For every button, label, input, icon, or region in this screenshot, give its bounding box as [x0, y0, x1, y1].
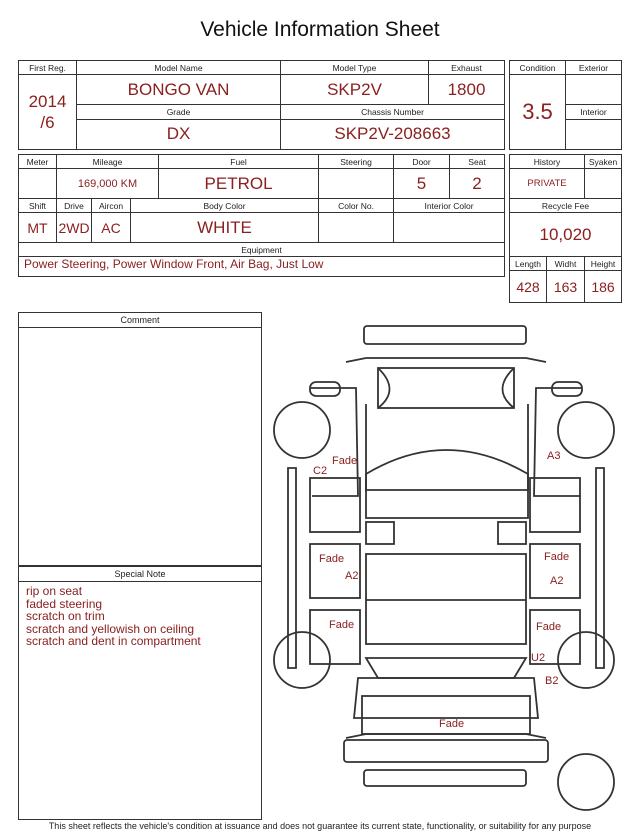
- damage-mark: U2: [531, 652, 546, 664]
- body-color-label: Body Color: [131, 199, 319, 213]
- chassis-label: Chassis Number: [281, 105, 505, 119]
- sheet-title: Vehicle Information Sheet: [200, 18, 440, 41]
- seat-count: 2: [450, 169, 505, 199]
- damage-mark: Fade: [536, 621, 562, 633]
- interior-value: [566, 119, 622, 149]
- vehicle-damage-diagram: [266, 318, 626, 818]
- mileage: 169,000 KM: [57, 169, 159, 199]
- first-reg-label: First Reg.: [19, 61, 77, 75]
- drive: 2WD: [57, 213, 92, 243]
- steering-label: Steering: [319, 155, 394, 169]
- exhaust: 1800: [429, 75, 505, 105]
- fuel-label: Fuel: [159, 155, 319, 169]
- damage-mark: C2: [313, 465, 328, 477]
- history-value: PRIVATE: [510, 169, 585, 199]
- damage-mark: Fade: [544, 551, 570, 563]
- aircon: AC: [92, 213, 131, 243]
- special-note-list: [19, 582, 261, 651]
- special-note-line: rip on seat: [26, 584, 83, 598]
- aircon-label: Aircon: [92, 199, 131, 213]
- equipment-list: Power Steering, Power Window Front, Air Bag, Just Low: [19, 257, 505, 277]
- model-name: BONGO VAN: [77, 75, 281, 105]
- door-count: 5: [394, 169, 450, 199]
- seat-label: Seat: [450, 155, 505, 169]
- special-note-line: scratch and dent in compartment: [26, 634, 201, 648]
- model-type: SKP2V: [281, 75, 429, 105]
- model-name-label: Model Name: [77, 61, 281, 75]
- interior-label: Interior: [566, 105, 622, 119]
- first-reg-value: 2014 /6: [19, 75, 77, 150]
- comment-label: Comment: [19, 313, 261, 328]
- condition-table: [509, 60, 622, 150]
- length-label: Length: [510, 257, 547, 271]
- shift-label: Shift: [19, 199, 57, 213]
- registration-table: [18, 60, 505, 150]
- damage-mark: Fade: [329, 619, 355, 631]
- comment-box: [18, 312, 262, 566]
- width-label: Widht: [547, 257, 585, 271]
- interior-color-value: [394, 213, 505, 243]
- color-no-label: Color No.: [319, 199, 394, 213]
- condition-score: 3.5: [510, 75, 566, 150]
- mileage-label: Mileage: [57, 155, 159, 169]
- chassis-number: SKP2V-208663: [281, 119, 505, 149]
- damage-mark: A3: [547, 450, 561, 462]
- equipment-label: Equipment: [19, 243, 505, 257]
- interior-color-label: Interior Color: [394, 199, 505, 213]
- height-value: 186: [585, 271, 622, 303]
- grade: DX: [77, 119, 281, 149]
- special-note-box: [18, 566, 262, 820]
- meter-value: [19, 169, 57, 199]
- fuel: PETROL: [159, 169, 319, 199]
- history-label: History: [510, 155, 585, 169]
- condition-label: Condition: [510, 61, 566, 75]
- damage-mark: A2: [550, 575, 564, 587]
- special-note-line: faded steering: [26, 596, 103, 611]
- height-label: Height: [585, 257, 622, 271]
- special-note-line: scratch and yellowish on ceiling: [26, 621, 195, 636]
- color-no-value: [319, 213, 394, 243]
- drive-label: Drive: [57, 199, 92, 213]
- door-label: Door: [394, 155, 450, 169]
- length-value: 428: [510, 271, 547, 303]
- specs-table: [18, 154, 505, 277]
- exhaust-label: Exhaust: [429, 61, 505, 75]
- damage-mark: B2: [545, 675, 559, 687]
- damage-mark: Fade: [439, 718, 465, 730]
- meter-label: Meter: [19, 155, 57, 169]
- disclaimer-footer: This sheet reflects the vehicle's condition at issuance and does not guarantee its current state, functionality, or suitability for any purpose: [48, 821, 592, 831]
- special-note-label: Special Note: [19, 566, 261, 582]
- steering-value: [319, 169, 394, 199]
- width-value: 163: [547, 271, 585, 303]
- damage-mark: A2: [345, 570, 359, 582]
- recycle-fee: 10,020: [510, 213, 622, 257]
- body-color: WHITE: [131, 213, 319, 243]
- exterior-value: [566, 75, 622, 105]
- special-note-line: scratch on trim: [26, 609, 105, 623]
- shift: MT: [19, 213, 57, 243]
- model-type-label: Model Type: [281, 61, 429, 75]
- syaken-label: Syaken: [585, 155, 622, 169]
- damage-mark: Fade: [332, 455, 358, 467]
- damage-mark: Fade: [319, 553, 345, 565]
- history-table: [509, 154, 622, 303]
- syaken-value: [585, 169, 622, 199]
- grade-label: Grade: [77, 105, 281, 119]
- recycle-fee-label: Recycle Fee: [510, 199, 622, 213]
- exterior-label: Exterior: [566, 61, 622, 75]
